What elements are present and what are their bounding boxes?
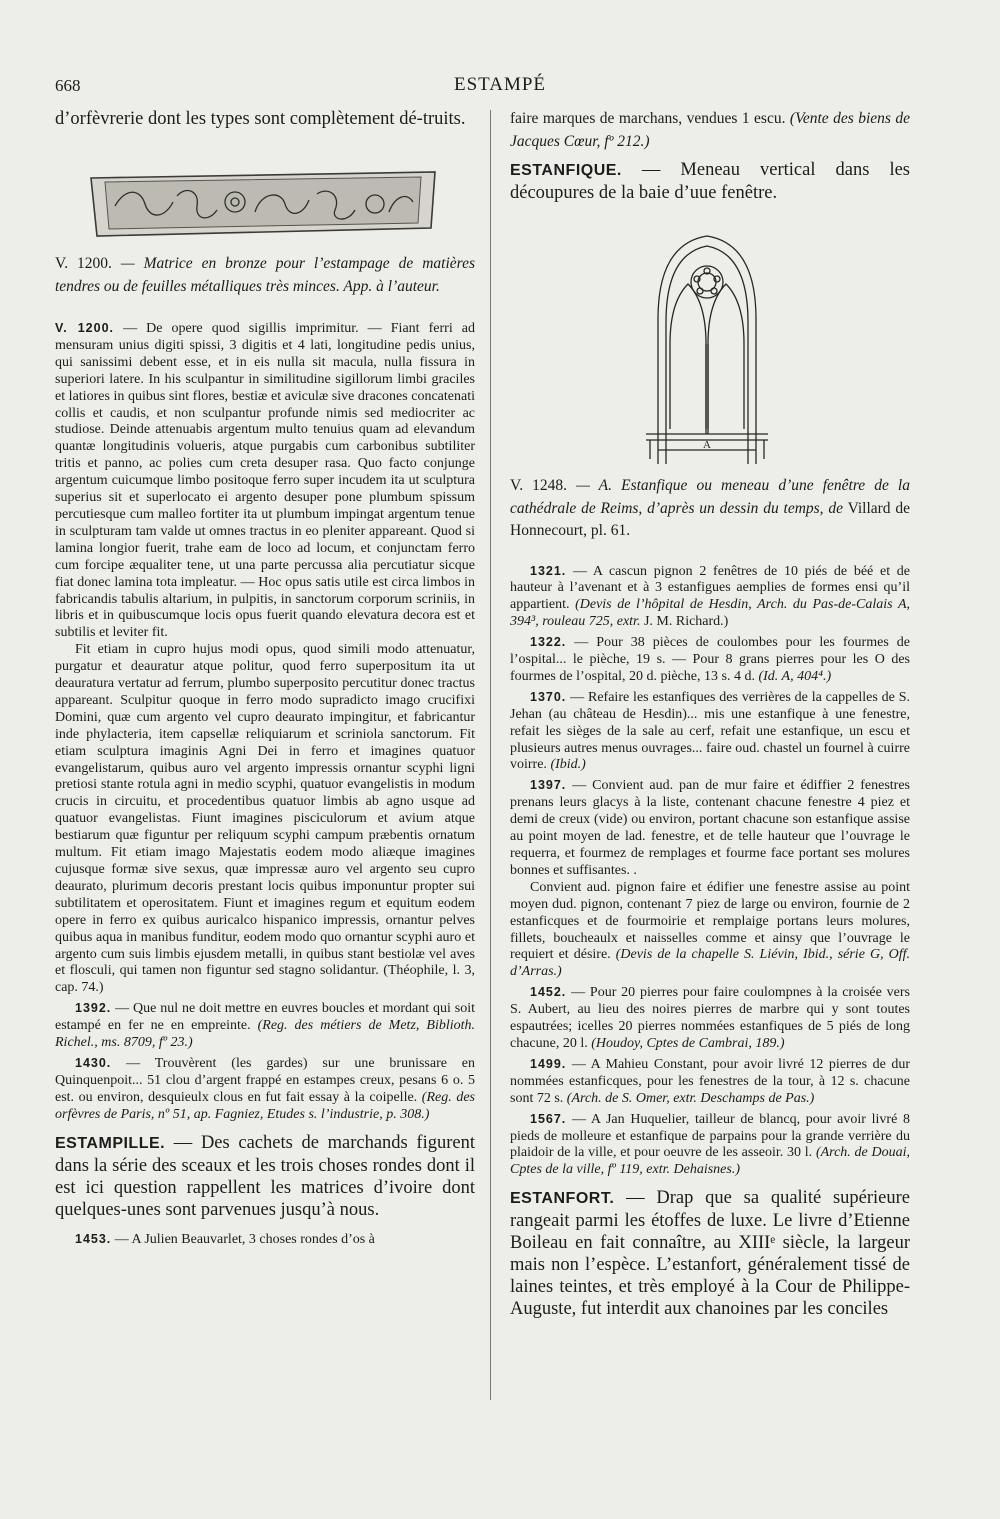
entry-1322	[510, 634, 910, 686]
window-figure	[640, 224, 775, 469]
entry-headword: ESTANFORT.	[510, 1190, 615, 1208]
entry-number: 1567.	[530, 1111, 567, 1126]
entry-number: 1322.	[530, 635, 567, 650]
entry-estanfort	[510, 1187, 910, 1320]
fig-caption-1200	[55, 253, 475, 298]
latin-paragraph-2: Fit etiam in cupro hujus modi opus, quod simili modo attenuatur, purgatur et deauratur atque politur, quod ferro superpositum ita ut deauratura vertatur ad ferrum, plumbo superposito percutitur donec tractus appareant. Sculpitur quoque in ferro modo supradicto imago crucifixi Domini, quæ cum argento vel cupro deaurato impingitur, et fabricantur inde phylacteria, item capsellæ reliquiarum et scriniola sanctorum. Fit etiam sculptura imaginis Agni Dei in ferro et imagines quatuor evangelistarum, quibus auro vel argento impressis ornantur scyphi ligni pretiosi stante rotula agni in medio scyphi, quatuor evangelistis in modum crucis in circuitu, et procedentibus quatuor limbis ab agno usque ad quatuor evangelistas. Fiunt imagines pisciculorum et avium atque bestiarum quæ figuntur per reliquum scyphi campum præbentis ornatum multum. Fit etiam imago Majestatis eodem modo aliæque imagines cujusque formæ sive sexus, quæ impressæ auro vel argento seu cupro deaurato, plurimum decoris prestant locis quibus imponuntur propter sui subtilitatem et operositatem. Fiunt et imagines regum et equitum eodem opere in ferro ex quibus auricalco hispanico impressis, ornantur pelves quibus aqua in manibus funditur, eodem modo quo ornantur scyphi auro et argento cum suis limbis ejusdem metalli, in quibus stant bestiolæ vel aves et flosculi, qui tamen non figuntur sed stagno solidantur. (Théophile, l. 3, cap. 74.)	[55, 642, 475, 996]
entry-number: 1452.	[530, 985, 567, 1000]
entry-1397-cont	[510, 880, 910, 981]
latin-paragraph-1: — De opere quod sigillis imprimitur. — Fiant ferri ad mensuram unius digiti spissi, 3 digitis et 4 lati, longitudine pedis unius, qui sanissimi debent esse, et in eis nulla sit macula, nulla fissura in superiori latere. In his sculpantur in similitudine sigillorum limbi graciles et latiores in quibus sint flores, bestiæ et aviculæ sive dracones concatenati collis et caudis, et non sculpantur profunde nimis sed mediocriter ac studiose. Deinde attenuabis argentum multo tenuius quam ad elevandum quantæ longitudinis volueris, atque purgabis cum carbonibus subtiliter tritis et panno, ac polies cum creta desuper rasa. Quo facto conjunge argentum cuicumque limbo positoque ferro super incudem ita ut sculptura superius sit et superlocato ei argento desuper pone plumbum spissum percutiesque cum malleo fortiter ita ut plumbum impingat argentum tenue in sculpturam tam valde ut omnes tractus in eo pleniter appareant. Quod si lamina longior fuerit, trahe eam de loco ad locum, et conjunctam ferro cum forcipe æqualiter tene, ut una parte percussa alia percutiatur sicque fiat donec lamina tota impleatur. — Hoc opus satis utile est circa limbos in fabricandis tabulis altarium, in pulpitis, in sanctorum corporum scriniis, in libris et in quibuscumque locis opus fuerit quando elevatura decora est et subtilis et leviter fit.	[55, 321, 475, 641]
right-column	[510, 108, 910, 1320]
entry-1397	[510, 777, 910, 879]
entry-1321	[510, 563, 910, 632]
entry-citation: (Vente des biens de Jacques Cœur, fº 212.)	[510, 110, 910, 150]
entry-text: — Pour 38 pièces de coulombes pour les fourmes de l’ospital... le pièche, 19 s. — Pour 8 grans pierres pour les O des fourmes de l’ospital, 20 d. pièche, 13 s. 4 d.	[510, 635, 910, 684]
entry-text: — A Julien Beauvarlet, 3 choses rondes d’os à	[114, 1231, 375, 1247]
entry-1567	[510, 1111, 910, 1180]
entry-citation: (Arch. de S. Omer, extr. Deschamps de Pas.)	[566, 1090, 815, 1106]
entry-citation: (Id. A, 404⁴.)	[758, 668, 832, 684]
intro-text: d’orfèvrerie dont les types sont complètement dé-truits.	[55, 109, 466, 129]
entry-number: 1430.	[75, 1055, 112, 1070]
entry-text: — Pour 20 pierres pour faire coulompnes à la croisée vers S. Aubert, au lieu des noires pierres de marbre qui y sont toutes espautrées; icelles 20 pierres nommées estanfiques de 5 piés de long chacune, 20 l.	[510, 985, 910, 1051]
fig-caption-tail: Villard de Honnecourt, pl. 61.	[510, 499, 910, 539]
entry-text: — Drap que sa qualité supérieure rangeait parmi les étoffes de luxe. Le livre d’Etienne Boileau en fait connaître, au XIIIᵉ siècle, la largeur mais non l’espèce. L’estanfort, généralement tissé de laines teintes, et très employé à la Cour de Philippe-Auguste, fut interdit aux chanoines par les conciles	[510, 1188, 910, 1320]
entry-number: 1397.	[530, 778, 567, 793]
entry-number: 1370.	[530, 689, 567, 704]
entry-citation: (Ibid.)	[550, 757, 586, 773]
fig-caption-1248	[510, 475, 910, 543]
entry-number: 1499.	[530, 1056, 567, 1071]
entry-number: 1321.	[530, 563, 567, 578]
entry-1370	[510, 689, 910, 775]
entry-1430	[55, 1055, 475, 1124]
entry-citation: (Reg. des orfèvres de Paris, nº 51, ap. Fagniez, Etudes s. l’industrie, p. 308.)	[55, 1089, 476, 1122]
entry-headword: ESTAMPILLE.	[55, 1134, 166, 1152]
entry-citation: (Arch. de Douai, Cptes de la ville, fº 119, extr. Dehaisnes.)	[510, 1145, 911, 1178]
entry-text: — Refaire les estanfiques des verrières de la cappelles de S. Jehan (au château de Hesdin)... mis une estanfique à une fenestre, refait les sièges de la sale au cerf, refait une estanfique, un escu et plusieurs autres menus ouvrages... faire oud. chastel un fournel à cuirre voirre.	[510, 689, 910, 773]
entry-text: — Que nul ne doit mettre en euvres boucles et mordant qui soit estampé en fer ne en empreinte.	[55, 1001, 476, 1034]
fig-caption-text: — Matrice en bronze pour l’estampage de matières tendres ou de feuilles métalliques très minces. App. à l’auteur.	[55, 255, 476, 295]
entry-text: — Meneau vertical dans les découpures de la baie d’uue fenêtre.	[510, 160, 911, 203]
entry-estanfique	[510, 159, 910, 204]
entry-citation: (Reg. des métiers de Metz, Biblioth. Richel., ms. 8709, fº 23.)	[55, 1018, 476, 1051]
entry-citation-tail: J. M. Richard.)	[643, 614, 729, 630]
page-number: 668	[55, 76, 81, 95]
entry-number: 1453.	[75, 1231, 112, 1246]
continuation-body: faire marques de marchans, vendues 1 escu.	[510, 110, 786, 127]
entry-citation: (Devis de la chapelle S. Liévin, Ibid., série G, Off. d’Arras.)	[510, 947, 911, 980]
column-divider	[490, 110, 491, 1400]
entry-text: — Des cachets de marchands figurent dans la série des sceaux et les trois choses rondes dont il est ici question rappellent les matrices d’ivoire dont quelques-unes sont parvenues jusqu’à nous.	[55, 1132, 475, 1220]
entry-text: Convient aud. pignon faire et édifier une fenestre assise au point moyen dud. pignon, contenant 7 piez de large ou environ, fournie de 2 estanficques et de fourmoirie et remplaige portans leurs molures, fillets, boucheaulx et naisselles comme et ainsy que l’ouvrage le requiert et désire.	[510, 879, 910, 963]
entry-text: — A cascun pignon 2 fenêtres de 10 piés de béé et de hauteur à l’avenant et à 3 estanfigues aemplies de formes ensi qu’il appartient.	[510, 563, 910, 613]
entry-estampille	[55, 1132, 475, 1221]
entry-1452	[510, 984, 910, 1053]
running-title: ESTAMPÉ	[453, 74, 547, 95]
entry-text: — A Jan Huquelier, tailleur de blancq, pour avoir livré 8 pieds de molleure et estanfique de parpains pour la grande verrière du plaidoir de la ville, et pour oeuvre de les asseoir. 30 l.	[510, 1111, 910, 1161]
continuation-text	[510, 108, 910, 153]
entry-text: — Trouvèrent (les gardes) sur une brunissare en Quinquenpoit... 51 clou d’argent frappé en estampes creux, pesans 6 o. 5 est. ou environ, desquieulx clous en fut fait essay à la coipelle.	[55, 1055, 475, 1105]
matrix-figure	[85, 166, 440, 241]
fig-caption-text: — A. Estanfique ou meneau d’une fenêtre de la cathédrale de Reims, d’après un dessin du temps, de	[510, 477, 910, 517]
fig-ref: V. 1200.	[55, 255, 112, 272]
figure-letter: A	[703, 439, 711, 451]
entry-1392	[55, 1000, 475, 1052]
entry-text: — Convient aud. pan de mur faire et édiffier 2 fenestres prenans leurs glacys à la liste, contenant chacune fenestre 4 piez et demi de creux (vide) ou environ, portant chacune son estanfique assise au point moyen de lad. fenestre, et de telle hauteur que l’ouvrage le requerra, et fourmez de remplages et fourme face portant ses molures bonnes et suffisantes. .	[510, 778, 910, 878]
entry-number: 1392.	[75, 1001, 112, 1016]
entry-citation: (Houdoy, Cptes de Cambrai, 189.)	[591, 1035, 785, 1051]
latin-text	[55, 320, 475, 642]
entry-text: — A Mahieu Constant, pour avoir livré 12 pierres de dur nommées estanficques, pour les fenestres de la tour, à 12 s. chacune sont 72 s.	[510, 1056, 911, 1106]
entry-1499	[510, 1056, 910, 1108]
fig-ref: V. 1248.	[510, 477, 568, 494]
left-column	[55, 108, 475, 1249]
entry-ref: V. 1200.	[55, 321, 114, 335]
entry-headword: ESTANFIQUE.	[510, 162, 622, 179]
entry-citation: (Devis de l’hôpital de Hesdin, Arch. du Pas-de-Calais A, 394³, rouleau 725, extr.	[510, 597, 910, 630]
entry-1453	[55, 1231, 475, 1249]
